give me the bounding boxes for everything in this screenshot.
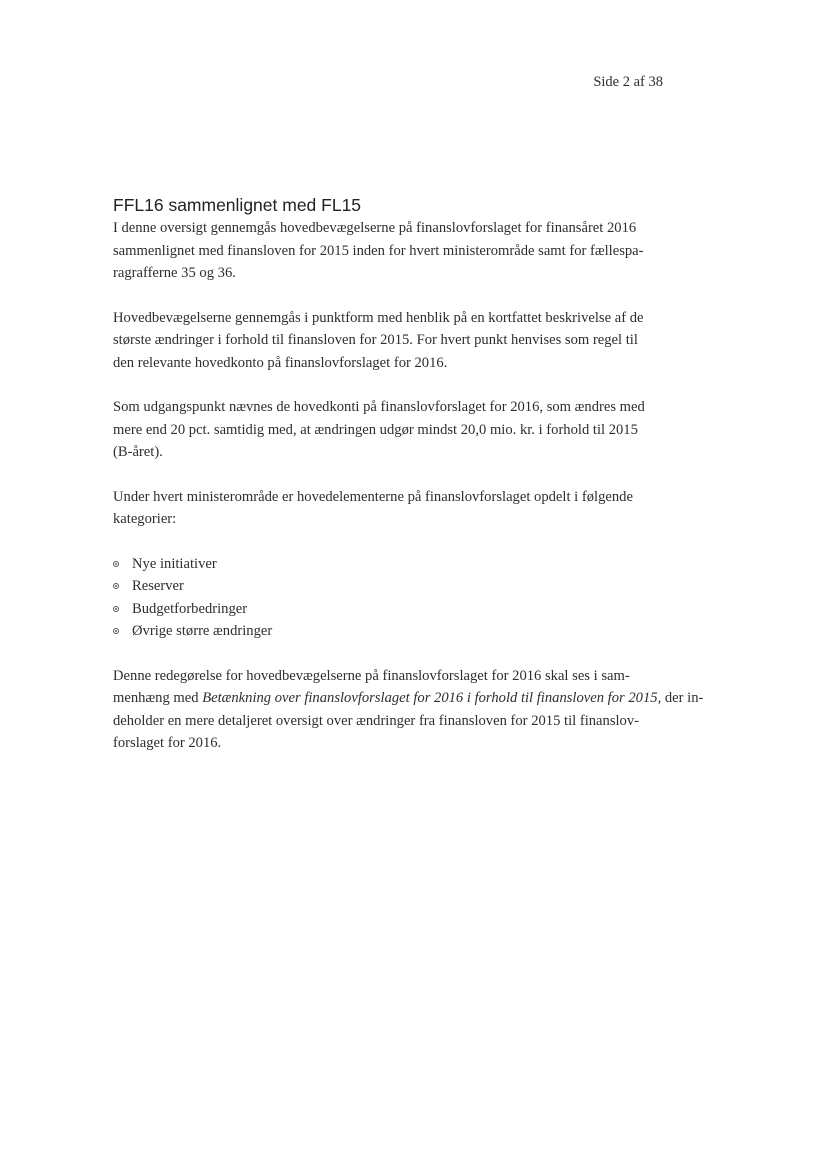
bullet-icon	[113, 606, 119, 612]
page-number: Side 2 af 38	[593, 74, 663, 90]
text-line: kategorier:	[113, 511, 177, 527]
paragraph-overview	[113, 217, 673, 285]
text-line: (B-året).	[113, 444, 163, 460]
list-item	[113, 553, 673, 576]
bullet-icon	[113, 628, 119, 634]
text-line: Under hvert ministerområde er hovedelementerne på finanslovforslaget opdelt i følgende	[113, 488, 633, 505]
document-body	[113, 195, 704, 755]
list-item	[113, 598, 673, 621]
text-line: Denne redegørelse for hovedbevægelserne på finanslovforslaget for 2016 skal ses i sam-	[113, 667, 630, 684]
text-line: forslaget for 2016.	[113, 735, 222, 751]
text-line: deholder en mere detaljeret oversigt over ændringer fra finansloven for 2015 til finanslov-	[113, 712, 640, 729]
text-line: Hovedbevægelserne gennemgås i punktform med henblik på en kortfattet beskrivelse af de	[113, 309, 644, 326]
paragraph-method	[113, 307, 673, 375]
bullet-icon	[113, 561, 119, 567]
section-heading: FFL16 sammenlignet med FL15	[113, 195, 362, 215]
paragraph-categories	[113, 486, 673, 531]
list-item	[113, 620, 673, 643]
list-item-label: Øvrige større ændringer	[132, 623, 273, 639]
report-title: Betænkning over finanslovforslaget for 2016 i forhold til finansloven for 2015	[202, 690, 658, 706]
text-line: største ændringer i forhold til finansloven for 2015. For hvert punkt henvises som regel til	[113, 332, 638, 348]
text-line: Som udgangspunkt nævnes de hovedkonti på finanslovforslaget for 2016, som ændres med	[113, 399, 645, 415]
list-item-label: Budgetforbedringer	[132, 600, 248, 617]
bullet-icon	[113, 583, 119, 589]
list-item	[113, 575, 673, 598]
text-segment: , der in-	[657, 690, 704, 706]
paragraph-reference	[113, 665, 704, 755]
text-line: I denne oversigt gennemgås hovedbevægelserne på finanslovforslaget for finansåret 2016	[113, 220, 637, 236]
paragraph-criteria	[113, 396, 673, 464]
text-line: ragrafferne 35 og 36.	[113, 265, 236, 281]
text-line	[113, 687, 704, 710]
text-segment: menhæng med	[113, 690, 203, 706]
text-line: sammenlignet med finansloven for 2015 inden for hvert ministerområde samt for fællespa-	[113, 242, 644, 259]
list-item-label: Reserver	[132, 578, 184, 594]
text-line: mere end 20 pct. samtidig med, at ændringen udgør mindst 20,0 mio. kr. i forhold til 2015	[113, 421, 638, 438]
list-item-label: Nye initiativer	[132, 555, 217, 572]
text-line: den relevante hovedkonto på finanslovforslaget for 2016.	[113, 354, 448, 371]
category-list	[113, 553, 673, 643]
